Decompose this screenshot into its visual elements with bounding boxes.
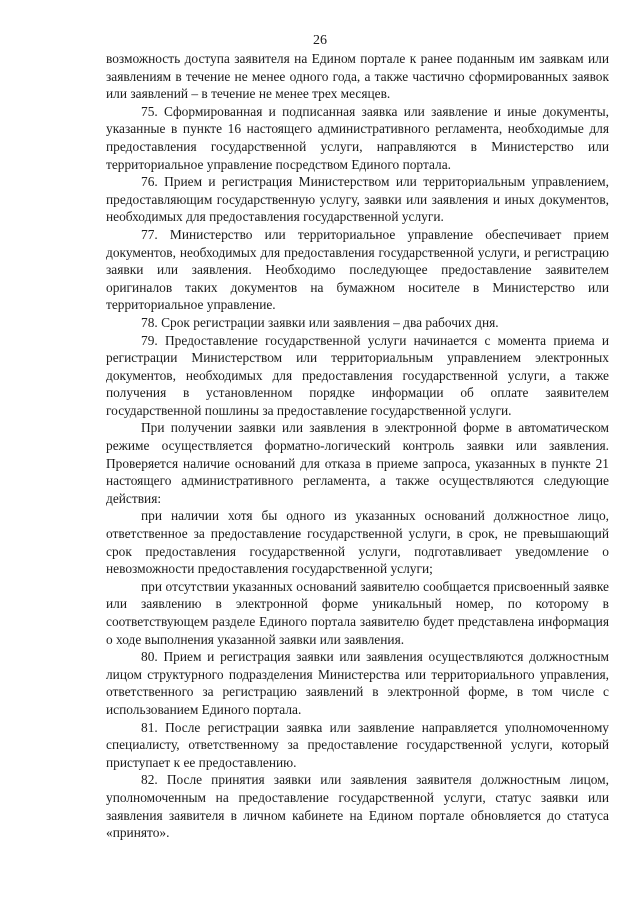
paragraph-79: 79. Предоставление государственной услуги начинается с момента приема и регистрации Министерством или территориальным управлением электронных документов, необходимых для предоставления государственной услуги, а также получения в установленном порядке информации об оплате заявителем государственной пошлины за предоставление государственной услуги. [106,332,609,418]
paragraph-79-case-no-grounds: при отсутствии указанных оснований заявителю сообщается присвоенный заявке или заявлению в электронной форме уникальный номер, по которому в соответствующем разделе Единого портала заявителю будет представлена информация о ходе выполнения указанной заявки или заявления. [106,578,609,647]
paragraph-78: 78. Срок регистрации заявки или заявления – два рабочих дня. [141,314,499,330]
paragraph-81: 81. После регистрации заявка или заявление направляется уполномоченному специалисту, ответственному за предоставление государственной услуги, который приступает к ее предоставлению. [106,719,609,770]
paragraph-80: 80. Прием и регистрация заявки или заявления осуществляются должностным лицом структурного подразделения Министерства или территориального управления, ответственного за регистрацию заявлений в электронной форме, в том числе с использованием Единого портала. [106,649,609,717]
paragraph-76: 76. Прием и регистрация Министерством или территориальным управлением, предоставляющим государственную услугу, заявки или заявления и иных документов, необходимых для предоставления государственной услуги. [106,174,609,225]
document-body [106,50,609,842]
paragraph-82: 82. После принятия заявки или заявления заявителя должностным лицом, уполномоченным на предоставление государственной услуги, статус заявки или заявления заявителя в личном кабинете на Едином портале обновляется до статуса «принято». [106,772,609,841]
paragraph-continuation: возможность доступа заявителя на Едином портале к ранее поданным им заявкам или заявлениям в течение не менее одного года, а также частично сформированных заявок или заявлений – в течение не менее трех месяцев. [106,51,609,102]
paragraph-79-control: При получении заявки или заявления в электронной форме в автоматическом режиме осуществляется форматно-логический контроль заявки или заявления. Проверяется наличие оснований для отказа в приеме запроса, указанных в пункте 21 настоящего административного регламента, а также осуществляются следующие действия: [106,420,609,506]
paragraph-75: 75. Сформированная и подписанная заявка или заявление и иные документы, указанные в пункте 16 настоящего административного регламента, необходимые для предоставления государственной услуги, направляются в Министерство или территориальное управление посредством Единого портала. [106,103,609,172]
page-number: 26 [313,33,327,48]
paragraph-79-case-grounds: при наличии хотя бы одного из указанных оснований должностное лицо, ответственное за предоставление государственной услуги, в срок, не превышающий срок предоставления государственной услуги, подготавливает уведомление о невозможности предоставления государственной услуги; [106,508,609,577]
paragraph-77: 77. Министерство или территориальное управление обеспечивает прием документов, необходимых для предоставления государственной услуги, и регистрацию заявки или заявления. Необходимо последующее предоставление заявителем оригиналов таких документов на бумажном носителе в Министерство или территориальное управление. [106,226,609,313]
